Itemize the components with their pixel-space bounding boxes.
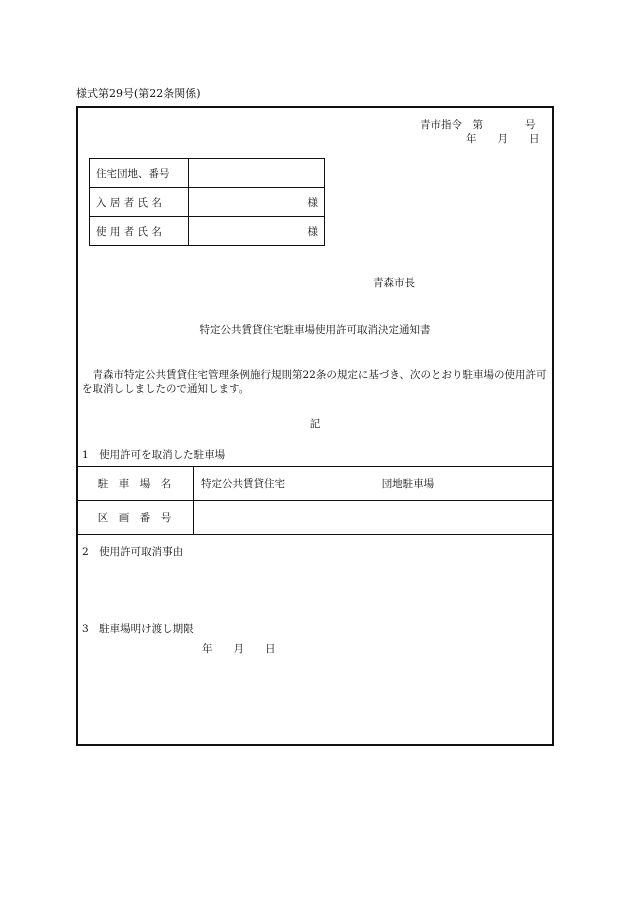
ki-heading: 記 bbox=[309, 418, 321, 430]
complex-number-label: 住宅団地、番号 bbox=[90, 159, 189, 188]
user-name-label: 使 用 者 氏 名 bbox=[90, 217, 189, 246]
document-title: 特定公共賃貸住宅駐車場使用許可取消決定通知書 bbox=[199, 324, 431, 336]
table-row bbox=[90, 159, 325, 188]
applicant-table bbox=[89, 158, 325, 246]
resident-name-value: 様 bbox=[189, 188, 325, 217]
document-number: 青市指令 第 号 bbox=[420, 119, 536, 131]
section-number-value bbox=[194, 501, 555, 535]
table-row bbox=[90, 217, 325, 246]
table-row bbox=[76, 501, 554, 535]
user-name-value: 様 bbox=[189, 217, 325, 246]
vacate-deadline-date: 年 月 日 bbox=[202, 643, 276, 655]
table-row bbox=[76, 467, 554, 501]
item-1-heading: 1 使用許可を取消した駐車場 bbox=[82, 449, 226, 461]
complex-number-value bbox=[189, 159, 325, 188]
body-text: 青森市特定公共賃貸住宅管理条例施行規則第22条の規定に基づき、次のとおり駐車場の使用許可を取消ししましたので通知します。 bbox=[82, 369, 547, 395]
parking-table bbox=[76, 466, 554, 535]
issuer-name: 青森市長 bbox=[373, 277, 415, 289]
parking-name-suffix: 団地駐車場 bbox=[381, 478, 435, 490]
item-3-heading: 3 駐車場明け渡し期限 bbox=[82, 623, 194, 635]
resident-name-label: 入 居 者 氏 名 bbox=[90, 188, 189, 217]
section-number-label: 区 画 番 号 bbox=[97, 512, 172, 524]
issue-date: 年 月 日 bbox=[466, 133, 540, 145]
parking-name-prefix: 特定公共賃貸住宅 bbox=[201, 478, 285, 490]
item-2-heading: 2 使用許可取消事由 bbox=[82, 546, 184, 558]
parking-name-label: 駐 車 場 名 bbox=[97, 478, 172, 490]
table-row bbox=[90, 188, 325, 217]
form-number-label: 様式第29号(第22条関係) bbox=[76, 87, 201, 100]
